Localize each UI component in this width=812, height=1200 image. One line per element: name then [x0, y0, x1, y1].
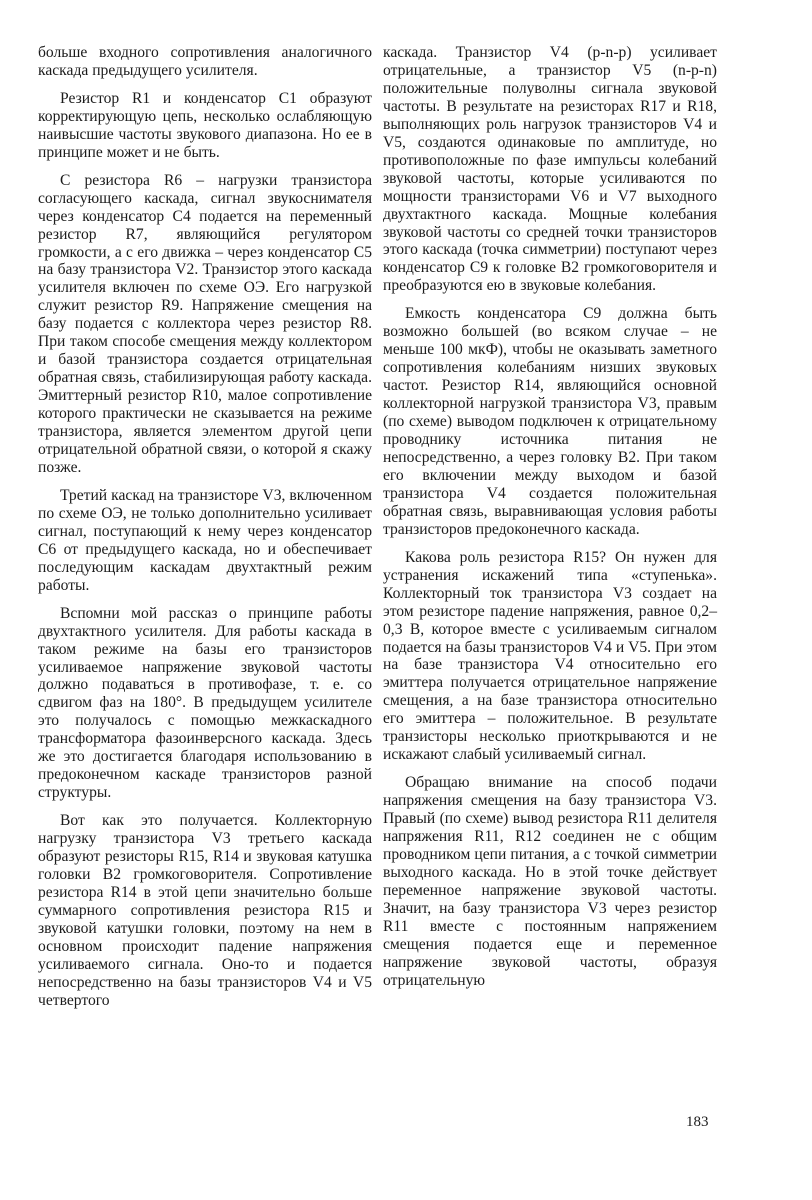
paragraph: Вспомни мой рассказ о принципе работы двухтактного усилителя. Для работы каскада в таком режиме на базы его транзисторов усиливаемое напряжение звуковой частоты должно подаваться в противофазе, т. е. со сдвигом фаз на 180°. В предыдущем усилителе это получалось с помощью межкаскадного трансформатора фазоинверсного каскада. Здесь же это достигается благодаря использованию в предоконечном каскаде транзисторов разной структуры.: [38, 604, 372, 802]
paragraph: больше входного сопротивления аналогичного каскада предыдущего усилителя.: [38, 44, 372, 79]
paragraph: Вот как это получается. Коллекторную нагрузку транзистора V3 третьего каскада образуют резисторы R15, R14 и звуковая катушка головки B2 громкоговорителя. Сопротивление резистора R14 в этой цепи значительно больше суммарного сопротивления резистора R15 и звуковой катушки головки, поэтому на нем в основном происходит падение напряжения усиливаемого сигнала. Оно-то и подается непосредственно на базы транзисторов V4 и V5 четвертого: [38, 812, 372, 1009]
left-column: [38, 44, 372, 1010]
paragraph: каскада. Транзистор V4 (p-n-p) усиливает отрицательные, а транзистор V5 (n-p-n) положительные полуволны сигнала звуковой частоты. В результате на резисторах R17 и R18, выполняющих роль нагрузок транзисторов V4 и V5, создаются одинаковые по амплитуде, но противоположные по фазе импульсы колебаний звуковой частоты, которые усиливаются по мощности транзисторами V6 и V7 выходного двухтактного каскада. Мощные колебания звуковой частоты со средней точки транзисторов этого каскада (точка симметрии) поступают через конденсатор C9 к головке B2 громкоговорителя и преобразуются ею в звуковые колебания.: [383, 44, 717, 295]
paragraph: Обращаю внимание на способ подачи напряжения смещения на базу транзистора V3. Правый (по схеме) вывод резистора R11 делителя напряжения R11, R12 соединен не с общим проводником цепи питания, а с точкой симметрии выходного каскада. Но в этой точке действует переменное напряжение звуковой частоты. Значит, на базу транзистора V3 через резистор R11 вместе с постоянным напряжением смещения подается еще и переменное напряжение звуковой частоты, образуя отрицательную: [383, 774, 717, 989]
paragraph: Какова роль резистора R15? Он нужен для устранения искажений типа «ступенька». Коллекторный ток транзистора V3 создает на этом резисторе падение напряжения, равное 0,2–0,3 В, которое вместе с усиливаемым сигналом подается на базы транзисторов V4 и V5. При этом на базе транзистора V4 относительно его эмиттера получается отрицательное напряжение смещения, а на базе транзистора относительно его эмиттера – положительное. В результате транзисторы несколько приоткрываются и не искажают слабый усиливаемый сигнал.: [383, 548, 717, 764]
page-number: 183: [686, 1114, 709, 1130]
paragraph: Резистор R1 и конденсатор C1 образуют корректирующую цепь, несколько ослабляющую наивысшие частоты звукового диапазона. Но ее в принципе может и не быть.: [38, 89, 372, 161]
right-column: [383, 44, 717, 990]
paragraph: Третий каскад на транзисторе V3, включенном по схеме ОЭ, не только дополнительно усиливает сигнал, поступающий к нему через конденсатор C6 от предыдущего каскада, но и обеспечивает последующим каскадам двухтактный режим работы.: [38, 486, 372, 594]
paragraph: Емкость конденсатора C9 должна быть возможно большей (во всяком случае – не меньше 100 мкФ), чтобы не оказывать заметного сопротивления колебаниям низших звуковых частот. Резистор R14, являющийся основной коллекторной нагрузкой транзистора V3, правым (по схеме) выводом подключен к отрицательному проводнику источника питания не непосредственно, а через головку B2. При таком его включении между выходом и базой транзистора V4 создается положительная обратная связь, выравнивающая условия работы транзисторов предоконечного каскада.: [383, 305, 717, 538]
paragraph: С резистора R6 – нагрузки транзистора согласующего каскада, сигнал звукоснимателя через конденсатор C4 подается на переменный резистор R7, являющийся регулятором громкости, а с его движка – через конденсатор C5 на базу транзистора V2. Транзистор этого каскада усилителя включен по схеме ОЭ. Его нагрузкой служит резистор R9. Напряжение смещения на базу подается с коллектора через резистор R8. При таком способе смещения между коллектором и базой транзистора создается отрицательная обратная связь, стабилизирующая работу каскада. Эмиттерный резистор R10, малое сопротивление которого практически не сказывается на режиме транзистора, является элементом другой цепи отрицательной обратной связи, о которой я скажу позже.: [38, 171, 372, 476]
